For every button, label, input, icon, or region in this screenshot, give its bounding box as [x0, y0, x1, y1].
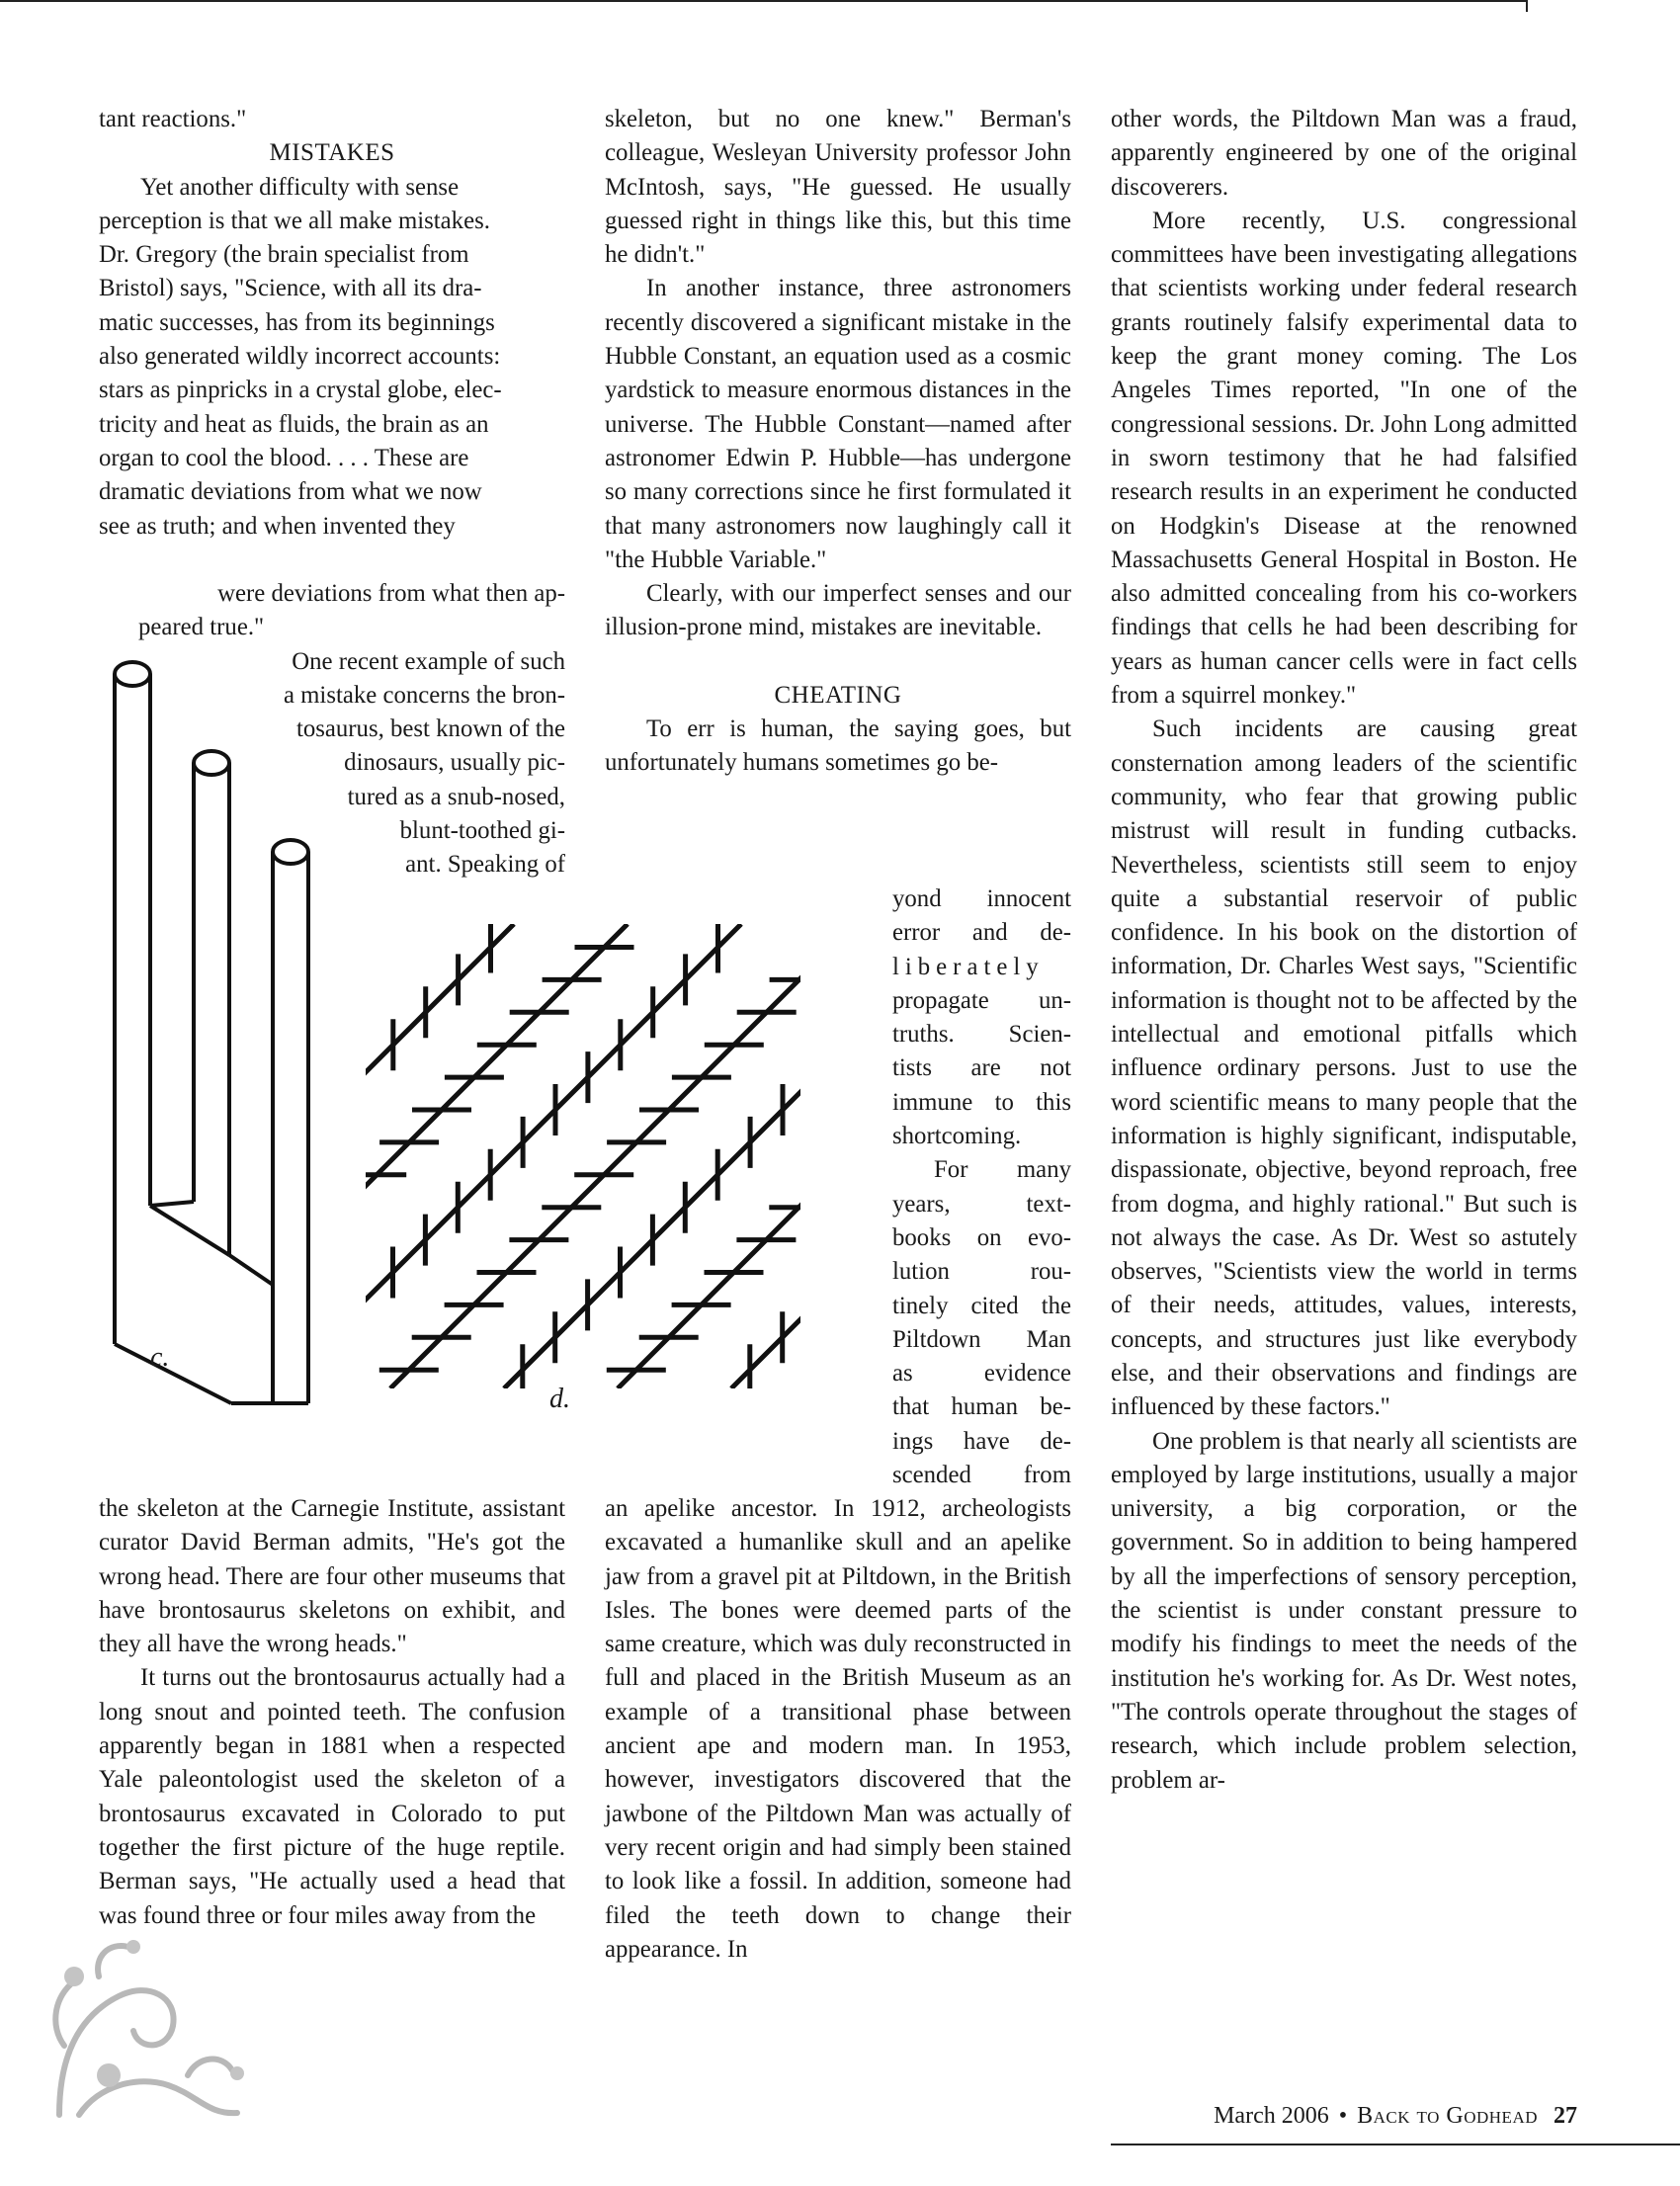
col2-narrow-line: ings have de-	[892, 1427, 1071, 1455]
col2-paragraph-2: In another instance, three astronomers recently discovered a significant mistake in the Hubble Constant, an equation used as a cosmic yardstick to measure enormous distances in the universe. The Hubble Constant—named after astronomer Edwin P. Hubble—has undergone so many corrections since he first formulated it that many astronomers now laughingly call it "the Hubble Variable."	[605, 275, 1071, 573]
col3-paragraph-4: One problem is that nearly all scientists are employed by large institutions, usually a major university, a big corporation, or the government. So in addition to being hampered by all the imperfections of sensory perception, the scientist is under constant pressure to modify his findings to meet the needs of the institution he's working for. As Dr. West notes, "The controls operate throughout the stages of research, which include problem selection, problem ar-	[1111, 1427, 1577, 1794]
heading-cheating: CHEATING	[774, 681, 902, 709]
top-rule-tick	[1526, 0, 1528, 12]
col1-p1-line: tricity and heat as fluids, the brain as an	[99, 410, 489, 438]
col2-narrow-line: tinely cited the	[892, 1292, 1071, 1319]
figure-c-label: c.	[150, 1342, 170, 1373]
corner-ornament-icon	[40, 1937, 267, 2125]
figure-d-zollner-illusion	[366, 924, 800, 1388]
column-3	[1111, 103, 1577, 1798]
col1-wrap-line: tured as a snub-nosed,	[347, 784, 565, 810]
zollner-line	[731, 924, 800, 1388]
top-rule	[0, 0, 1527, 2]
col1-p1-line: perception is that we all make mistakes.	[99, 207, 490, 234]
col1-p1-line: see as truth; and when invented they	[99, 512, 456, 540]
col2-narrow-line: truths. Scien-	[892, 1021, 1071, 1049]
page-footer	[1111, 2103, 1577, 2130]
col2-narrow-line: shortcoming.	[892, 1123, 1022, 1150]
col1-lead: tant reactions."	[99, 106, 247, 132]
col1-wrap-line: ant. Speaking of	[405, 851, 565, 878]
column-1	[99, 103, 565, 544]
col1-wrap-line: a mistake concerns the bron-	[283, 682, 565, 709]
zollner-line	[607, 924, 800, 1388]
col2-paragraph-1: skeleton, but no one knew." Berman's colleague, Wesleyan University professor John McIntosh, says, "He guessed. He usually guessed right in things like this, but this time he didn't."	[605, 106, 1071, 269]
col2-narrow-line: tists are not	[892, 1054, 1071, 1082]
col2-narrow-line: as evidence	[892, 1360, 1071, 1387]
col2-narrow-line: liberately	[892, 953, 1045, 980]
col3-paragraph-1: other words, the Piltdown Man was a fraud, apparently engineered by one of the original discoverers.	[1111, 106, 1577, 201]
col1-wrap-line: blunt-toothed gi-	[399, 817, 565, 844]
col1-p1-line: organ to cool the blood. . . . These are	[99, 444, 469, 471]
col1-wrap-line: were deviations from what then ap-	[217, 580, 565, 607]
col2-paragraph-4-start: To err is human, the saying goes, but unfortunately humans sometimes go be-	[605, 715, 1071, 777]
figure-c-impossible-trident	[103, 652, 340, 1413]
col2-narrow-line: yond innocent	[892, 885, 1071, 912]
col1-paragraph-2: the skeleton at the Carnegie Institute, assistant curator David Berman admits, "He's got the wrong head. There are four other museums that have brontosaurus skeletons on exhibit, and they all have the wrong heads."	[99, 1495, 565, 1658]
col1-p1-line: dramatic deviations from what we now	[99, 478, 482, 506]
col2-narrow-line: Piltdown Man	[892, 1325, 1071, 1353]
footer-rule	[1111, 2144, 1680, 2145]
heading-mistakes: MISTAKES	[269, 139, 395, 167]
column-2	[605, 103, 1071, 781]
col1-p1-line: stars as pinpricks in a crystal globe, elec-	[99, 377, 502, 404]
col2-paragraph-3: Clearly, with our imperfect senses and our illusion-prone mind, mistakes are inevitable.	[605, 580, 1071, 641]
col2-narrow-line: books on evo-	[892, 1223, 1071, 1251]
col1-paragraph-1	[99, 171, 565, 544]
col1-p1-line: also generated wildly incorrect accounts:	[99, 343, 501, 371]
col1-wrap-line: dinosaurs, usually pic-	[344, 749, 565, 776]
col1-after-figure	[99, 1492, 565, 1933]
col1-wrap-line: peared true."	[138, 614, 265, 640]
col1-wrap-line: tosaurus, best known of the	[295, 715, 565, 742]
col3-paragraph-2: More recently, U.S. congressional committees have been investigating allegations that scientists working under federal research grants routinely falsify experimental data to keep the grant money coming. The Los Angeles Times reported, "In one of the congressional sessions. Dr. John Long admitted in sworn testimony that he had falsified research results in an experiment he conducted on Hodgkin's Disease at the renowned Massachusetts General Hospital in Boston. He also admitted concealing from his co-workers findings that cells he had been describing for years as human cancer cells were in fact cells from a squirrel monkey."	[1111, 207, 1577, 710]
col1-p1-line: Dr. Gregory (the brain specialist from	[99, 241, 469, 269]
col2-after-figure: an apelike ancestor. In 1912, archeologists excavated a humanlike skull and an apelike jaw from a gravel pit at Piltdown, in the British Isles. The bones were deemed parts of the same creature, which was duly reconstructed in full and placed in the British Museum as an example of a transitional phase between ancient ape and modern man. In 1953, however, investigators discovered that the jawbone of the Piltdown Man was actually of very recent origin and had simply been stained to look like a fossil. In addition, someone had filed the teeth down to change their appearance. In	[605, 1495, 1071, 1963]
col1-p1-line: matic successes, has from its beginnings	[99, 308, 495, 336]
col2-narrow-line: error and de-	[892, 919, 1071, 947]
col1-p1-line: Yet another difficulty with sense	[140, 173, 460, 201]
col2-narrow-line: immune to this	[892, 1088, 1071, 1116]
col2-narrow-line: that human be-	[892, 1393, 1071, 1421]
col2-narrow-line: propagate un-	[892, 986, 1071, 1014]
col2-narrow-line: lution rou-	[892, 1258, 1071, 1286]
col3-paragraph-3: Such incidents are causing great consternation among leaders of the scientific community, who fear that growing public mistrust will result in funding cutbacks. Nevertheless, scientists still seem to enjoy quite a substantial reservoir of public confidence. In his book on the distortion of information, Dr. Charles West says, "Scientific information is thought not to be affected by the intellectual and emotional pitfalls which influence ordinary persons. Just to use the word scientific means to many people that the information is highly significant, indisputable, dispassionate, objective, beyond reproach, free from dogma, and highly rational." But such is not always the case. As Dr. West so astutely observes, "Scientists view the world in terms of their needs, attitudes, values, interests, concepts, and structures just like everybody else, and their observations and findings are influenced by these factors."	[1111, 715, 1577, 1421]
footer-date: March 2006	[1214, 2103, 1329, 2129]
figure-d-label: d.	[549, 1384, 570, 1414]
col2-narrow-line: years, text-	[892, 1190, 1071, 1218]
footer-bullet: •	[1338, 2103, 1348, 2129]
col2-narrow-column	[892, 883, 1071, 1492]
col1-p1-line: Bristol) says, "Science, with all its dra-	[99, 275, 482, 302]
zollner-line	[366, 924, 634, 1388]
footer-magazine-title: Back to Godhead	[1357, 2103, 1538, 2129]
page-number: 27	[1554, 2103, 1577, 2129]
col1-paragraph-3: It turns out the brontosaurus actually had a long snout and pointed teeth. The confusion apparently began in 1881 when a respected Yale paleontologist used the skeleton of a brontosaurus excavated in Colorado to put together the first picture of the huge reptile. Berman says, "He actually used a head that was found three or four miles away from the	[99, 1664, 565, 1929]
col2-narrow-line: scended from	[892, 1462, 1071, 1489]
col2-narrow-line: For many	[934, 1156, 1071, 1184]
col1-wrap-line: One recent example of such	[292, 648, 565, 675]
